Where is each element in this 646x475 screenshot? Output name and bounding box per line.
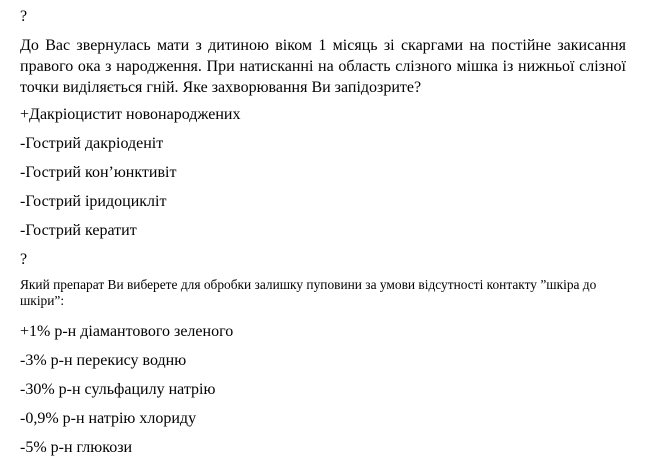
answer-option: -Гострий іридоцикліт bbox=[20, 193, 167, 210]
answer-option: -30% р-н сульфацилу натрію bbox=[20, 381, 216, 398]
answer-option: -0,9% р-н натрію хлориду bbox=[20, 410, 197, 427]
question-marker: ? bbox=[20, 8, 28, 25]
answer-option: -5% р-н глюкози bbox=[20, 439, 133, 456]
answer-option: -Гострий кон’юнктивіт bbox=[20, 164, 177, 181]
question-text: Який препарат Ви виберете для обробки залишку пуповини за умови відсутності контакту ”шкіра до шкіри”: bbox=[20, 277, 597, 308]
answer-correct: +Дакріоцистит новонароджених bbox=[20, 106, 241, 123]
answer-option: -Гострий дакріоденіт bbox=[20, 135, 164, 152]
question-text: До Вас звернулась мати з дитиною віком 1 місяць зі скаргами на постійне закисання правого ока з народження. При натисканні на область слізного мішка із нижньої слізної точки виділяється гній. Яке захворювання Ви запідозрите? bbox=[20, 37, 626, 96]
question-marker: ? bbox=[20, 251, 28, 268]
answer-correct: +1% р-н діамантового зеленого bbox=[20, 323, 234, 340]
answer-option: -3% р-н перекису водню bbox=[20, 352, 187, 369]
answer-option: -Гострий кератит bbox=[20, 222, 137, 239]
